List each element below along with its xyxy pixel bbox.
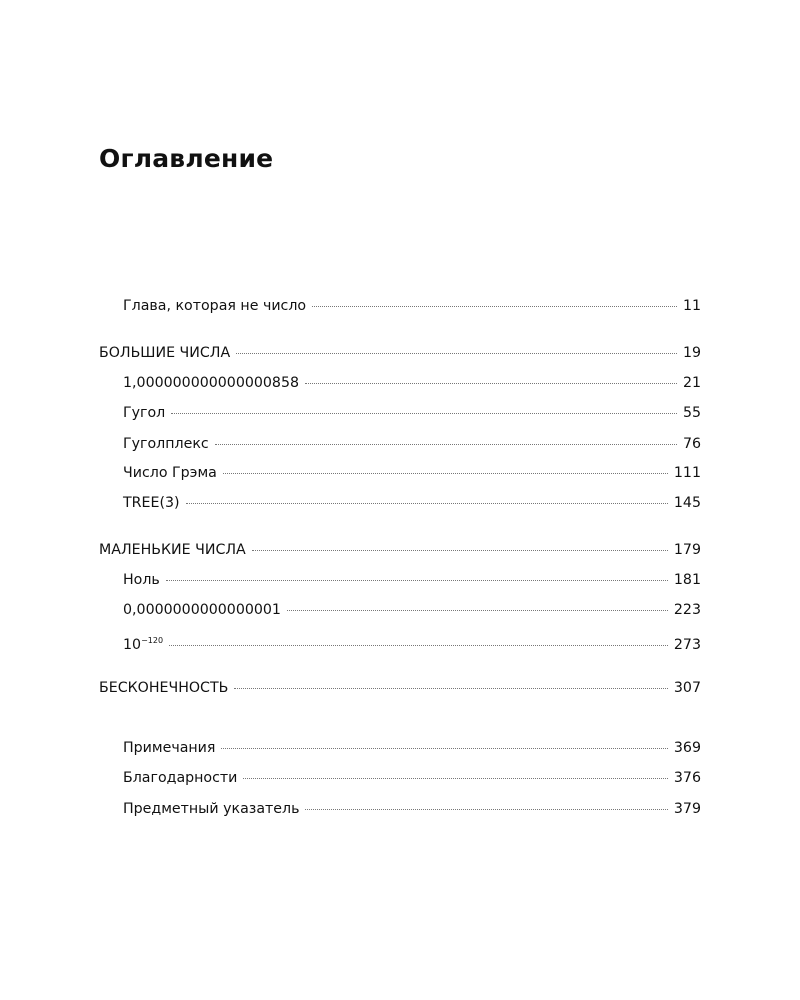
toc-entry-acknowledgements[interactable] [123, 767, 701, 789]
page-title: Оглавление [99, 144, 274, 173]
toc-entry-page: 273 [673, 637, 701, 653]
toc-section-big-numbers[interactable] [99, 342, 701, 364]
leader-dots [169, 645, 668, 646]
toc-entry-label: Глава, которая не число [123, 298, 307, 314]
toc-entry-label: Гуголплекс [123, 436, 209, 452]
toc-entry-page: 307 [673, 680, 701, 696]
leader-dots [171, 413, 677, 414]
toc-entry-page: 76 [682, 436, 701, 452]
toc-entry-page: 55 [682, 405, 701, 421]
leader-dots [243, 778, 668, 779]
toc-entry[interactable] [123, 372, 701, 394]
leader-dots [166, 580, 668, 581]
toc-entry-page: 376 [673, 770, 701, 786]
leader-dots [312, 306, 677, 307]
toc-entry-page: 111 [673, 465, 701, 481]
toc-entry-label: 0,0000000000000001 [123, 602, 281, 618]
leader-dots [221, 748, 667, 749]
toc-entry[interactable] [123, 599, 701, 621]
toc-entry-page: 223 [673, 602, 701, 618]
leader-dots [252, 550, 668, 551]
toc-entry-page: 181 [673, 572, 701, 588]
toc-entry-notes[interactable] [123, 737, 701, 759]
toc-entry[interactable] [123, 462, 701, 484]
leader-dots [186, 503, 668, 504]
leader-dots [287, 610, 668, 611]
toc-section-infinity[interactable] [99, 677, 701, 699]
toc-entry-label [123, 630, 163, 656]
toc-entry[interactable] [123, 492, 701, 514]
toc-entry-label: Число Грэма [123, 465, 217, 481]
leader-dots [305, 383, 677, 384]
label-exponent: −120 [141, 636, 164, 645]
toc-entry-intro[interactable] [123, 295, 701, 317]
toc-entry-page: 369 [673, 740, 701, 756]
leader-dots [234, 688, 668, 689]
toc-entry[interactable] [123, 569, 701, 591]
toc-entry-label: Благодарности [123, 770, 238, 786]
toc-entry-label: 1,000000000000000858 [123, 375, 300, 391]
toc-entry[interactable] [123, 433, 701, 455]
leader-dots [215, 444, 677, 445]
label-base: 10 [123, 637, 142, 653]
toc-entry-index[interactable] [123, 798, 701, 820]
toc-section-small-numbers[interactable] [99, 539, 701, 561]
leader-dots [223, 473, 668, 474]
toc-entry-page: 19 [682, 345, 701, 361]
toc-entry-page: 21 [682, 375, 701, 391]
toc-entry-label: Примечания [123, 740, 216, 756]
toc-entry-page: 145 [673, 495, 701, 511]
toc-entry-label: Предметный указатель [123, 801, 300, 817]
leader-dots [305, 809, 667, 810]
toc-entry[interactable] [123, 402, 701, 424]
toc-section-label: БОЛЬШИЕ ЧИСЛА [99, 345, 231, 361]
toc-entry-label: TREE(3) [123, 495, 180, 511]
toc-section-label: БЕСКОНЕЧНОСТЬ [99, 680, 229, 696]
toc-entry-page: 379 [673, 801, 701, 817]
leader-dots [236, 353, 677, 354]
toc-entry-page: 179 [673, 542, 701, 558]
toc-section-label: МАЛЕНЬКИЕ ЧИСЛА [99, 542, 246, 558]
toc-entry[interactable] [123, 630, 701, 652]
toc-entry-page: 11 [682, 298, 701, 314]
toc-entry-label: Ноль [123, 572, 160, 588]
toc-entry-label: Гугол [123, 405, 166, 421]
